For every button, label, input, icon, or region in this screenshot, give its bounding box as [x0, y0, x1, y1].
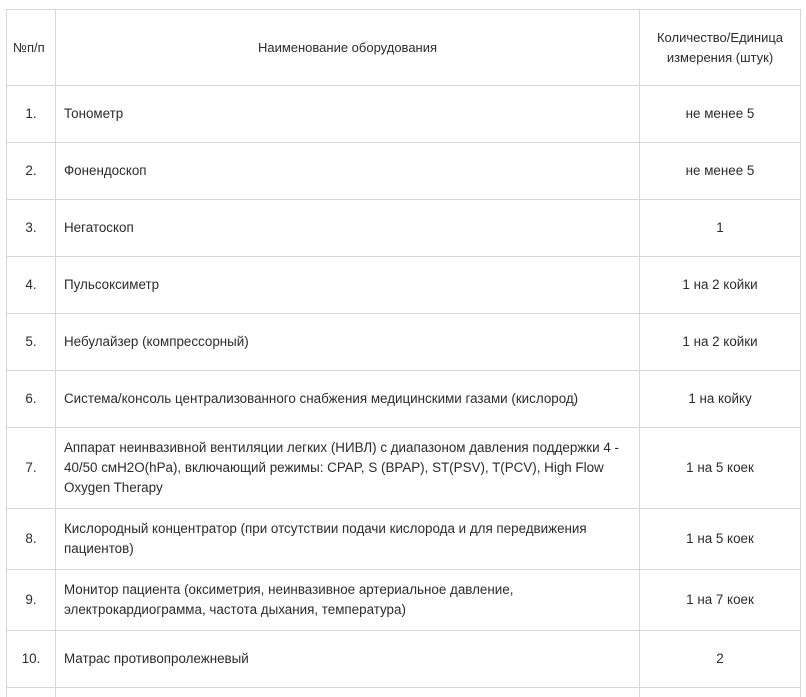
table-row	[7, 143, 801, 200]
table-row	[7, 570, 801, 631]
row-quantity: не менее 5	[640, 143, 801, 200]
row-quantity: не менее 5	[640, 86, 801, 143]
row-equipment-name: Матрас противопролежневый	[56, 631, 640, 688]
row-number: 3.	[7, 200, 56, 257]
row-quantity: 1 на 2 койки	[640, 314, 801, 371]
row-quantity: 1 на 2 койки	[640, 257, 801, 314]
row-number: 7.	[7, 428, 56, 509]
row-equipment-name: Аппарат неинвазивной вентиляции легких (НИВЛ) с диапазоном давления поддержки 4 - 40/50 смН2О(hPa), включающий режимы: CPAP, S (BPAP), ST(PSV), T(PCV), High Flow Oxygen Therapy	[56, 428, 640, 509]
row-number: 1.	[7, 86, 56, 143]
row-equipment-name: Фонендоскоп	[56, 143, 640, 200]
table-header-row	[7, 10, 801, 86]
header-number: №п/п	[7, 10, 56, 86]
table-row	[7, 509, 801, 570]
header-quantity: Количество/Единица измерения (штук)	[640, 10, 801, 86]
row-number: 6.	[7, 371, 56, 428]
table-row	[7, 371, 801, 428]
row-quantity: 2	[640, 631, 801, 688]
equipment-table	[6, 9, 801, 697]
header-equipment-name: Наименование оборудования	[56, 10, 640, 86]
row-equipment-name: Монитор пациента (оксиметрия, неинвазивное артериальное давление, электрокардиограмма, частота дыхания, температура)	[56, 570, 640, 631]
row-quantity: 1 на койку	[640, 371, 801, 428]
table-row	[7, 86, 801, 143]
table-row	[7, 428, 801, 509]
table-row	[7, 314, 801, 371]
row-equipment-name: Система/консоль централизованного снабжения медицинскими газами (кислород)	[56, 371, 640, 428]
row-number: 9.	[7, 570, 56, 631]
table-row	[7, 200, 801, 257]
row-quantity: 1 на 5 коек	[640, 509, 801, 570]
row-quantity-empty	[640, 688, 801, 697]
row-equipment-name: Небулайзер (компрессорный)	[56, 314, 640, 371]
row-equipment-name: Кислородный концентратор (при отсутствии подачи кислорода и для передвижения пациентов)	[56, 509, 640, 570]
table-row-partial	[7, 688, 801, 697]
row-number: 5.	[7, 314, 56, 371]
row-quantity: 1 на 5 коек	[640, 428, 801, 509]
row-equipment-name: Негатоскоп	[56, 200, 640, 257]
table-row	[7, 631, 801, 688]
row-equipment-name: Тонометр	[56, 86, 640, 143]
row-equipment-name: Пульсоксиметр	[56, 257, 640, 314]
row-quantity: 1 на 7 коек	[640, 570, 801, 631]
row-number-empty	[7, 688, 56, 697]
table-row	[7, 257, 801, 314]
row-number: 2.	[7, 143, 56, 200]
row-number: 8.	[7, 509, 56, 570]
row-quantity: 1	[640, 200, 801, 257]
row-number: 10.	[7, 631, 56, 688]
row-number: 4.	[7, 257, 56, 314]
row-equipment-name-empty	[56, 688, 640, 697]
